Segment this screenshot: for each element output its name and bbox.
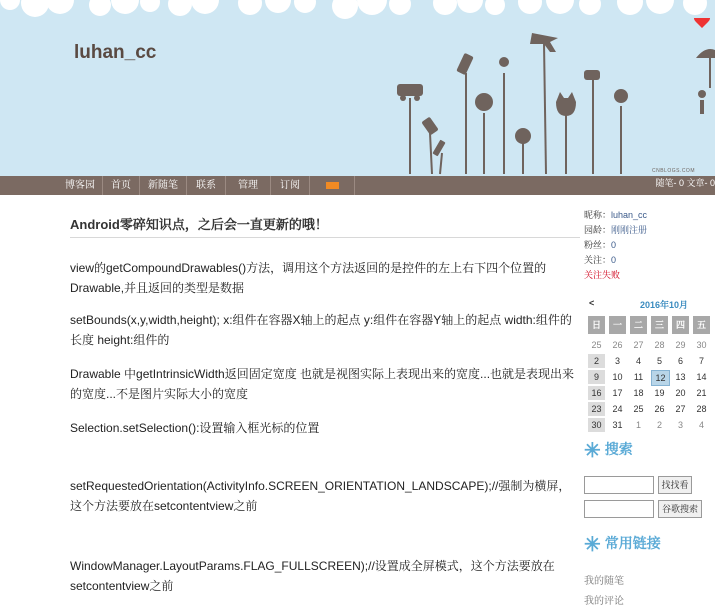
profile-panel <box>584 208 715 283</box>
nav-subscribe[interactable]: 订阅 <box>271 176 310 195</box>
calendar <box>584 296 715 430</box>
calendar-day[interactable]: 23 <box>588 402 605 416</box>
calendar-day[interactable]: 30 <box>588 418 605 432</box>
navigation-bar <box>0 176 715 195</box>
calendar-day[interactable]: 9 <box>588 370 605 384</box>
calendar-day[interactable]: 11 <box>633 372 644 382</box>
calendar-dow: 二 <box>630 316 647 334</box>
header-illustration <box>380 18 715 176</box>
follow-count[interactable]: 0 <box>611 255 617 265</box>
post-title[interactable]: Android零碎知识点，之后会一直更新的哦！ <box>70 214 580 238</box>
cnblogs-watermark: CNBLOGS.COM <box>651 168 695 174</box>
calendar-day[interactable]: 25 <box>591 340 602 350</box>
fans-label: 粉丝： <box>584 240 612 250</box>
calendar-dow: 一 <box>609 316 626 334</box>
calendar-day[interactable]: 28 <box>654 340 665 350</box>
calendar-day[interactable]: 28 <box>696 404 707 414</box>
calendar-day[interactable]: 14 <box>696 372 707 382</box>
site-title[interactable]: luhan_cc <box>74 42 157 63</box>
calendar-day[interactable]: 2 <box>588 354 605 368</box>
calendar-day[interactable]: 16 <box>588 386 605 400</box>
nav-cnblogs[interactable]: 博客园 <box>58 176 103 195</box>
blog-header <box>0 0 715 176</box>
calendar-day[interactable]: 5 <box>656 356 662 366</box>
post-paragraph: Drawable 中getIntrinsicWidth返回固定宽度 也就是视图实际上表现出来的宽度...也就是表现出来的宽度...不是图片实际大小的宽度 <box>70 367 575 401</box>
post-paragraph: view的getCompoundDrawables()方法，调用这个方法返回的是控件的左上右下四个位置的Drawable,并且返回的类型是数据 <box>70 261 547 295</box>
nav-contact[interactable]: 联系 <box>187 176 226 195</box>
calendar-day[interactable]: 6 <box>677 356 683 366</box>
google-search-input[interactable] <box>584 500 654 518</box>
calendar-day[interactable]: 4 <box>635 356 641 366</box>
post-paragraph: setRequestedOrientation(ActivityInfo.SCREEN_ORIENTATION_LANDSCAPE);//强制为横屏，这个方法要放在setcontentview之前 <box>70 479 571 513</box>
calendar-day[interactable]: 25 <box>633 404 644 414</box>
age-value[interactable]: 刚刚注册 <box>611 225 648 235</box>
age-label: 园龄： <box>584 225 612 235</box>
post-paragraph: setBounds(x,y,width,height); x:组件在容器X轴上的起点 y:组件在容器Y轴上的起点 width:组件的长度 height:组件的 <box>70 313 572 347</box>
post-container <box>70 198 580 238</box>
calendar-day[interactable]: 21 <box>696 388 707 398</box>
nav-home[interactable]: 首页 <box>103 176 140 195</box>
snowflake-icon: ✳ <box>584 534 601 556</box>
calendar-day[interactable]: 19 <box>654 388 665 398</box>
calendar-day[interactable]: 20 <box>675 388 686 398</box>
calendar-day[interactable]: 17 <box>612 388 623 398</box>
calendar-day[interactable]: 26 <box>612 340 623 350</box>
links-title-text: 常用链接 <box>604 535 661 551</box>
nickname-label: 昵称： <box>584 210 612 220</box>
calendar-day[interactable]: 18 <box>633 388 644 398</box>
calendar-title: 2016年10月 <box>640 300 689 310</box>
rss-link[interactable] <box>310 176 355 195</box>
calendar-day[interactable]: 27 <box>633 340 644 350</box>
calendar-day[interactable]: 30 <box>696 340 707 350</box>
nav-new-post[interactable]: 新随笔 <box>140 176 187 195</box>
calendar-prev-button[interactable]: < <box>589 298 595 308</box>
post-paragraph: Selection.setSelection():设置输入框光标的位置 <box>70 421 320 435</box>
search-section-title <box>584 438 633 463</box>
calendar-dow: 三 <box>651 316 668 334</box>
nav-manage[interactable]: 管理 <box>226 176 271 195</box>
calendar-dow: 五 <box>693 316 710 334</box>
calendar-day[interactable]: 1 <box>635 420 641 430</box>
link-my-comments[interactable]: 我的评论 <box>584 596 624 607</box>
calendar-day[interactable]: 27 <box>675 404 686 414</box>
search-input[interactable] <box>584 476 654 494</box>
calendar-day[interactable]: 2 <box>656 420 662 430</box>
calendar-day[interactable]: 3 <box>614 356 620 366</box>
links-section-title <box>584 532 661 557</box>
calendar-dow: 四 <box>672 316 689 334</box>
post-stats: 随笔- 0 文章- 0 <box>655 178 715 188</box>
calendar-day[interactable]: 12 <box>651 370 670 386</box>
follow-status: 关注失败 <box>584 270 621 280</box>
post-paragraph: WindowManager.LayoutParams.FLAG_FULLSCREEN);//设置成全屏模式，这个方法要放在setcontentview之前 <box>70 559 555 593</box>
calendar-day[interactable]: 26 <box>654 404 665 414</box>
follow-label: 关注： <box>584 255 612 265</box>
search-title-text: 搜索 <box>604 441 633 457</box>
calendar-day[interactable]: 7 <box>698 356 704 366</box>
link-my-posts[interactable]: 我的随笔 <box>584 576 624 587</box>
snowflake-icon: ✳ <box>584 440 601 462</box>
calendar-day[interactable]: 10 <box>612 372 623 382</box>
fans-count[interactable]: 0 <box>611 240 617 250</box>
calendar-day[interactable]: 29 <box>675 340 686 350</box>
nickname-link[interactable]: luhan_cc <box>611 210 648 220</box>
calendar-day[interactable]: 24 <box>612 404 623 414</box>
calendar-day[interactable]: 3 <box>677 420 683 430</box>
search-button[interactable]: 找找看 <box>658 476 692 494</box>
heart-icon <box>694 18 710 28</box>
google-search-button[interactable]: 谷歌搜索 <box>658 500 702 518</box>
calendar-day[interactable]: 4 <box>698 420 704 430</box>
calendar-dow: 日 <box>588 316 605 334</box>
rss-icon <box>326 182 339 189</box>
calendar-day[interactable]: 31 <box>612 420 623 430</box>
calendar-day[interactable]: 13 <box>675 372 686 382</box>
